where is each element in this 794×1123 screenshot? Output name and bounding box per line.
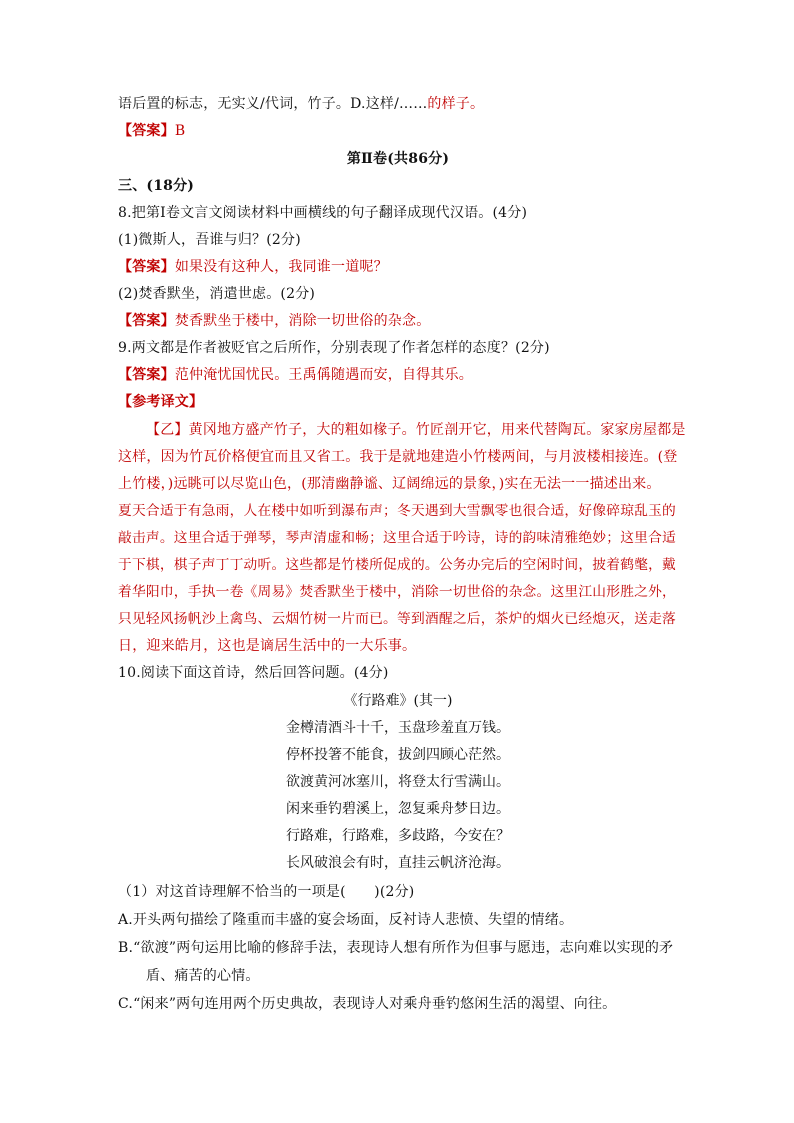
translation-line: 【乙】黄冈地方盛产竹子，大的粗如椽子。竹匠剖开它，用来代替陶瓦。家家房屋都是 (146, 422, 686, 438)
question-10-stem: 10.阅读下面这首诗，然后回答问题。(4分) (118, 665, 389, 681)
poem-line: 金樽清酒斗十千，玉盘珍羞直万钱。 (286, 720, 510, 736)
translation-line: 于下棋，棋子声丁丁动听。这些都是竹楼所促成的。公务办完后的空闲时间，披着鹤氅，戴 (118, 557, 677, 573)
answer-text: 焚香默坐于楼中，消除一切世俗的杂念。 (174, 313, 431, 329)
section-title: 第Ⅱ卷(共86分) (346, 151, 450, 167)
translation-label: 【参考译文】 (118, 394, 204, 410)
question-8-sentence-1: (1)微斯人，吾谁与归？(2分) (118, 232, 301, 248)
translation-line: 着华阳巾，手执一卷《周易》焚香默坐于楼中，消除一切世俗的杂念。这里江山形胜之外， (118, 584, 677, 600)
previous-explanation-line (118, 94, 678, 114)
question-8-answer-1 (118, 257, 678, 277)
poem-line: 停杯投箸不能食，拔剑四顾心茫然。 (286, 747, 510, 763)
explanation-text: 语后置的标志，无实义/代词，竹子。D.这样/…… (118, 96, 428, 112)
answer-value: B (174, 123, 186, 139)
poem-line: 长风破浪会有时，直挂云帆济沧海。 (286, 855, 510, 871)
question-8-stem: 8.把第Ⅰ卷文言文阅读材料中画横线的句子翻译成现代汉语。(4分) (118, 205, 528, 221)
question-9-stem: 9.两文都是作者被贬官之后所作，分别表现了作者怎样的态度？(2分) (118, 340, 550, 356)
option-a: A.开头两句描绘了隆重而丰盛的宴会场面，反衬诗人悲愤、失望的情绪。 (118, 912, 574, 928)
question-9-answer (118, 365, 678, 385)
answer-label: 【答案】 (118, 367, 175, 383)
translation-line: 上竹楼，)远眺可以尽览山色，(那清幽静谧、辽阔绵远的景象，)实在无法一一描述出来。 (118, 476, 661, 492)
poem-line: 闲来垂钓碧溪上，忽复乘舟梦日边。 (286, 801, 510, 817)
answer-line-prev (118, 121, 678, 141)
translation-line: 敲击声。这里合适于弹琴，琴声清虚和畅；这里合适于吟诗，诗的韵味清雅绝妙；这里合适 (118, 530, 677, 546)
answer-text: 如果没有这种人，我同谁一道呢？ (174, 259, 388, 275)
poem-title: 《行路难》(其一) (343, 693, 453, 709)
poem-line: 行路难，行路难，多歧路，今安在？ (286, 828, 510, 844)
translation-line: 日，迎来皓月，这也是谪居生活中的一大乐事。 (118, 638, 417, 654)
option-b: B.“欲渡”两句运用比喻的修辞手法，表现诗人想有所作为但事与愿违，志向难以实现的矛 (118, 940, 674, 956)
part-heading: 三、(18分) (118, 178, 195, 194)
question-8-answer-2 (118, 311, 678, 331)
option-c: C.“闲来”两句连用两个历史典故，表现诗人对乘舟垂钓悠闲生活的渴望、向往。 (118, 996, 617, 1012)
question-10-sub-1: （1）对这首诗理解不恰当的一项是( )(2分) (118, 884, 415, 900)
option-b-continued: 盾、痛苦的心情。 (146, 968, 260, 984)
translation-line: 夏天合适于有急雨，人在楼中如听到瀑布声；冬天遇到大雪飘零也很合适，好像碎琼乱玉的 (118, 503, 677, 519)
translation-line: 这样，因为竹瓦价格便宜而且又省工。我于是就地建造小竹楼两间，与月波楼相接连。(登 (118, 449, 678, 465)
poem-line: 欲渡黄河冰塞川，将登太行雪满山。 (286, 774, 510, 790)
translation-line: 只见轻风扬帆沙上禽鸟、云烟竹树一片而已。等到酒醒之后，茶炉的烟火已经熄灭，送走落 (118, 611, 677, 627)
answer-label: 【答案】 (118, 313, 175, 329)
question-8-sentence-2: (2)焚香默坐，消遣世虑。(2分) (118, 286, 316, 302)
answer-label: 【答案】 (118, 123, 175, 139)
answer-label: 【答案】 (118, 259, 175, 275)
answer-text: 范仲淹忧国忧民。王禹偁随遇而安，自得其乐。 (174, 367, 474, 383)
explanation-red-text: 的样子。 (427, 96, 485, 112)
